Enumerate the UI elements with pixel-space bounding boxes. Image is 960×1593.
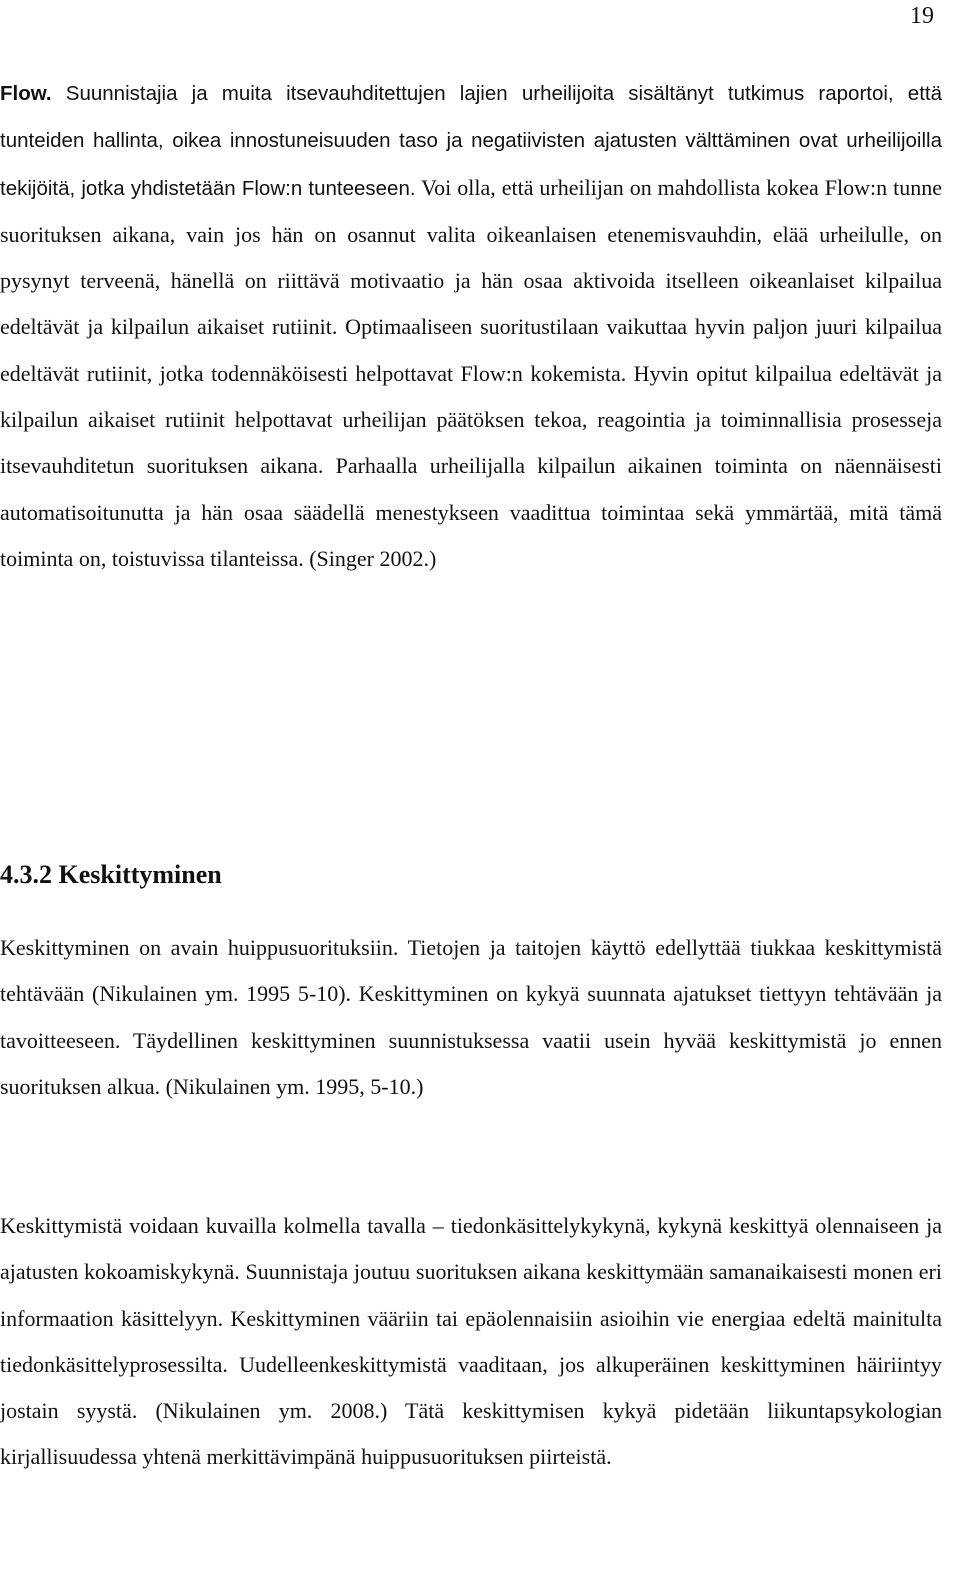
page-number: 19 [910, 3, 934, 29]
flow-sans-text: Suunnistajia ja muita itsevauhditettujen lajien urheilijoita sisältänyt tutkimus raportoi, että tunteiden hallinta, oikea innostuneisuuden taso ja negatiivisten ajatusten välttäminen ovat urheilijoilla tekijöitä, jotka yhdistetään Flow:n tunteeseen. [0, 82, 942, 200]
paragraph-keskittyminen-types: Keskittymistä voidaan kuvailla kolmella tavalla – tiedonkäsittelykykynä, kykynä keskittyä olennaiseen ja ajatusten kokoamiskykynä. Suunnistaja joutuu suorituksen aikana keskittymään samanaikaisesti monen eri informaation käsittelyyn. Keskittyminen vääriin tai epäolennaisiin asioihin vie energiaa edeltä mainitulta tiedonkäsittelyprosessilta. Uudelleenkeskittymistä vaaditaan, jos alkuperäinen keskittyminen häiriintyy jostain syystä. (Nikulainen ym. 2008.) Tätä keskittymisen kykyä pidetään liikuntapsykologian kirjallisuudessa yhtenä merkittävimpänä huippusuorituksen piirteistä. [0, 1213, 942, 1470]
paragraph-keskittyminen-intro: Keskittyminen on avain huippusuorituksiin. Tietojen ja taitojen käyttö edellyttää tiukkaa keskittymistä tehtävään (Nikulainen ym. 1995 5-10). Keskittyminen on kykyä suunnata ajatukset tiettyyn tehtävään ja tavoitteeseen. Täydellinen keskittyminen suunnistuksessa vaatii usein hyvää keskittymistä jo ennen suorituksen alkua. (Nikulainen ym. 1995, 5-10.) [0, 935, 942, 1099]
flow-lead: Flow. [0, 82, 52, 105]
section-heading: 4.3.2 Keskittyminen [0, 860, 222, 889]
flow-serif-text: Voi olla, että urheilijan on mahdollista kokea Flow:n tunne suorituksen aikana, vain jos hän on osannut valita oikeanlaisen etenemisvauhdin, elää urheilulle, on pysynyt terveenä, hänellä on riittävä motivaatio ja hän osaa aktivoida itselleen oikeanlaiset kilpailua edeltävät ja kilpailun aikaiset rutiinit. Optimaaliseen suoritustilaan vaikuttaa hyvin paljon juuri kilpailua edeltävät rutiinit, jotka todennäköisesti helpottavat Flow:n kokemista. Hyvin opitut kilpailua edeltävät ja kilpailun aikaiset rutiinit helpottavat urheilijan päätöksen tekoa, reagointia ja toiminnallisia prosesseja itsevauhditetun suorituksen aikana. Parhaalla urheilijalla kilpailun aikainen toiminta on näennäisesti automatisoitunutta ja hän osaa säädellä menestykseen vaadittua toimintaa sekä ymmärtää, mitä tämä toiminta on, toistuvissa tilanteissa. (Singer 2002.) [0, 174, 942, 571]
flow-paragraph [0, 70, 942, 582]
